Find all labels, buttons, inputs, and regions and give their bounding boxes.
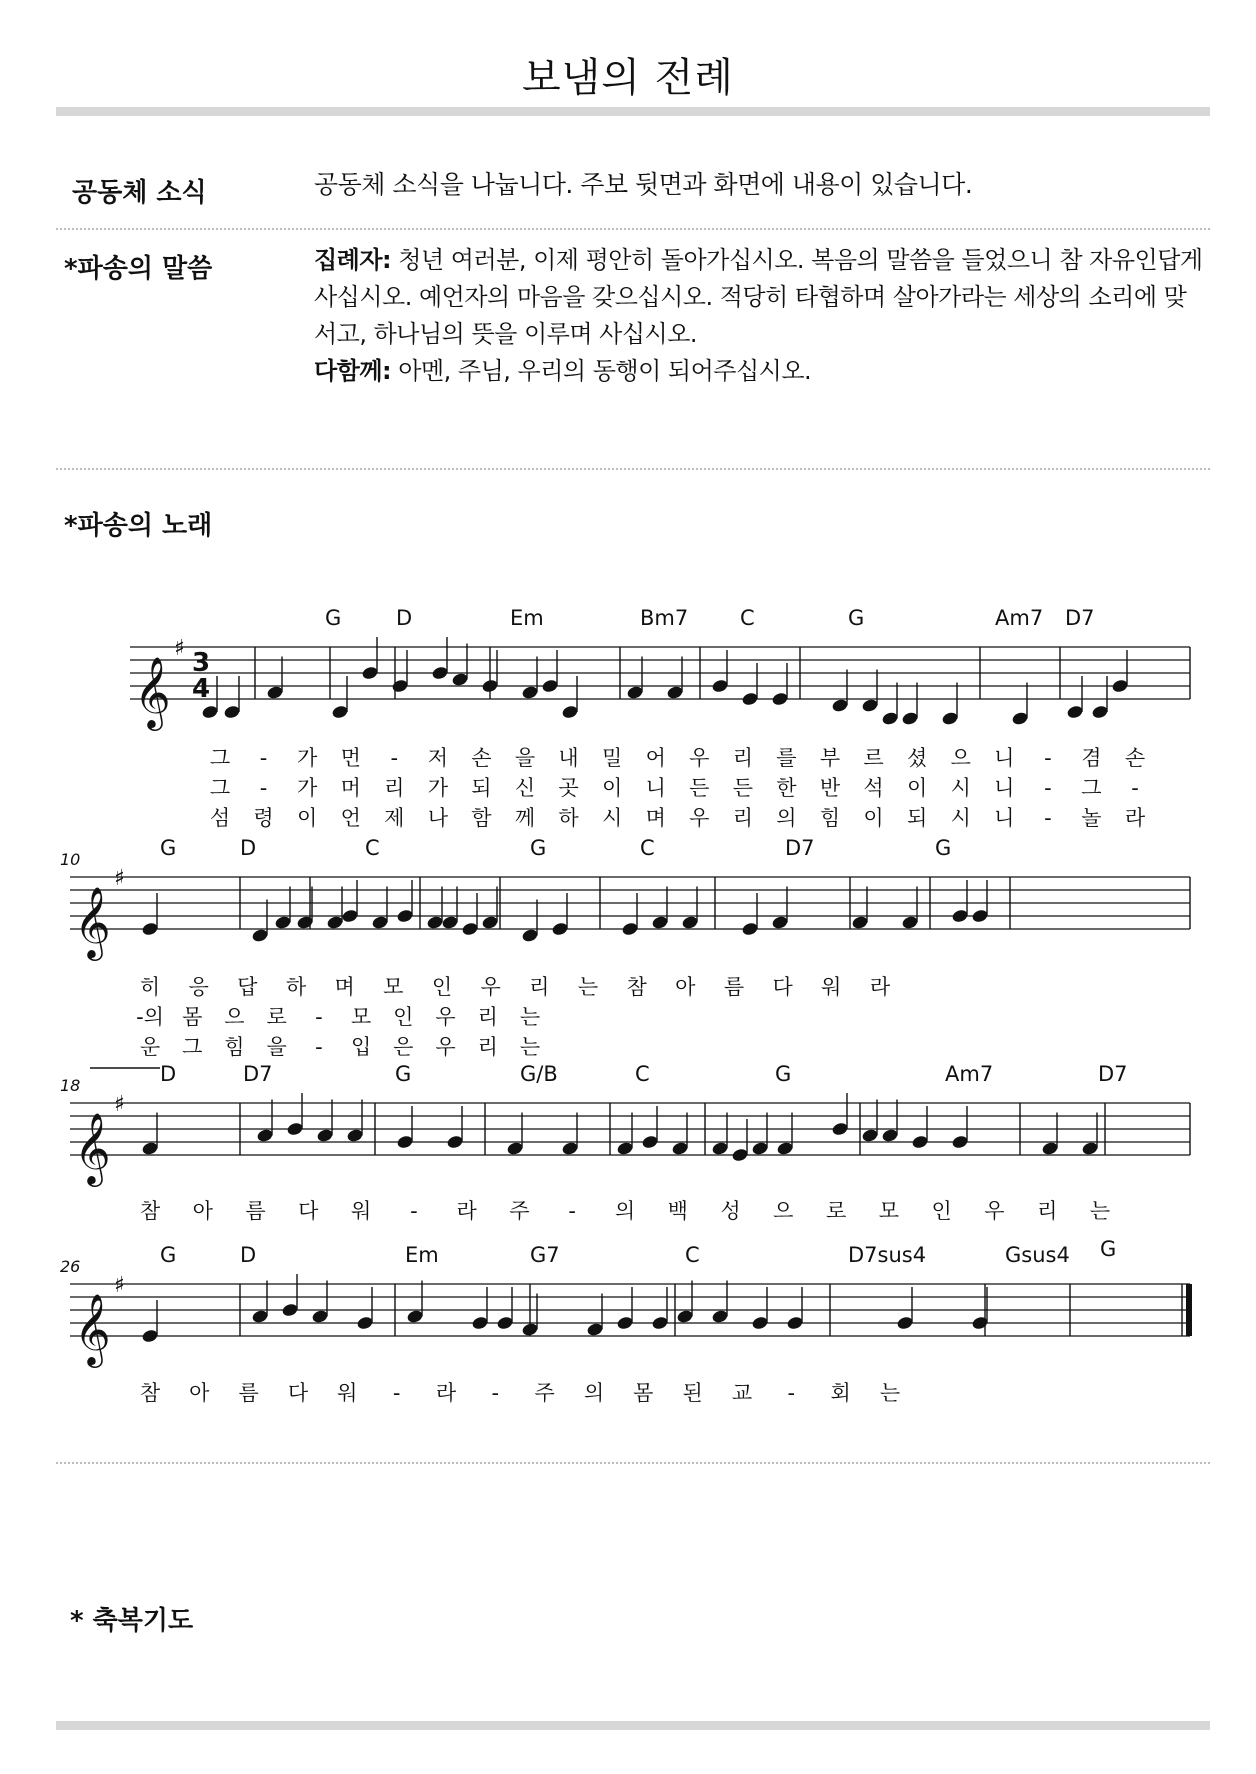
note-head [741,921,759,936]
note-head [406,1309,424,1324]
note-head [711,1309,729,1324]
lyric-syllable: 입 [350,1035,372,1059]
lyric-syllable: 어 [645,746,666,770]
lyric-syllable: 라 [869,975,891,999]
note-head [481,915,499,930]
note-head [356,1315,374,1330]
note-head [201,704,219,719]
lyric-syllable: 주 [509,1199,530,1223]
note-head [941,711,959,726]
note-head [223,704,241,719]
lyric-syllable: 든 [689,776,710,800]
lyric-syllable: 모 [383,975,404,999]
note-head [296,915,314,930]
lyric-syllable: 머 [340,776,361,800]
lyric-syllable: 참 [139,1199,161,1223]
lyric-syllable: - [410,1199,418,1223]
lyric-syllable: - [259,776,268,800]
lyric-syllable: 의 [776,806,797,830]
lyric-syllable: 먼 [340,746,361,770]
lyric-syllable: 을 [514,746,536,770]
note-head [426,915,444,930]
lyric-syllable: 니 [645,776,666,800]
note-head [461,921,479,936]
lyric-syllable: 부 [819,746,841,770]
lyric-syllable: 라 [456,1199,477,1223]
note-head [561,704,579,719]
lyric-syllable: 이 [601,776,623,800]
lyric-syllable: 성 [720,1199,741,1223]
chord-symbol: C [365,836,380,860]
chord-symbol: G [160,836,177,860]
lyric-syllable: 니 [994,806,1015,830]
chord-symbol: G/B [520,1062,558,1086]
lyric-syllable: 는 [519,1005,541,1029]
lyric-syllable: 로 [266,1005,287,1029]
lyric-syllable: - [1044,776,1052,800]
note-head [776,1141,794,1156]
lyric-syllable: 의 [583,1381,605,1405]
note-head [861,698,879,713]
note-head [286,1121,304,1136]
lyric-syllable: 리 [477,1005,498,1029]
treble-clef-icon: 𝄞 [74,1292,111,1365]
note-head [1066,704,1084,719]
note-head [616,1315,634,1330]
note-head [506,1141,524,1156]
lyric-syllable: 섬 [209,806,231,830]
lyric-syllable: 이 [296,806,318,830]
note-head [341,908,359,923]
lyric-syllable: 히 [139,975,161,999]
lyric-syllable: 함 [471,806,492,830]
lyric-syllable: - [315,1005,323,1029]
note-head [446,1134,464,1149]
lyric-syllable: 리 [732,746,754,770]
lyric-syllable: 는 [879,1381,901,1405]
lyric-syllable: 가 [296,746,318,770]
chord-symbol: G [325,606,342,630]
lyric-syllable: 응 [188,975,209,999]
note-head [396,1134,414,1149]
lyric-syllable: 름 [238,1381,259,1405]
note-head [681,915,699,930]
lyric-syllable: 라 [435,1381,457,1405]
lyric-syllable: - [568,1199,577,1223]
lyric-syllable: 며 [645,806,666,830]
note-head [586,1322,604,1337]
lyric-syllable: 리 [384,776,405,800]
note-head [731,1147,749,1162]
lyric-syllable: 께 [514,806,536,830]
lyric-syllable: - [390,746,399,770]
lyric-syllable: 워 [350,1199,372,1223]
news-label: 공동체 소식 [72,178,207,208]
note-head [391,678,409,693]
sharp-key-signature-icon: ♯ [114,1091,125,1117]
chord-symbol: Gsus4 [1005,1243,1070,1267]
lyric-syllable: 인 [393,1005,414,1029]
section-divider [56,228,1210,230]
measure-number: 10 [60,850,81,869]
chord-symbol: G [775,1062,792,1086]
bottom-divider [56,1721,1210,1730]
note-head [771,691,789,706]
leader-text-1: 청년 여러분, 이제 평안히 돌아가십시오. 복음의 말씀을 들었으니 참 자유인답게 [391,246,1203,274]
note-head [346,1128,364,1143]
note-head [751,1315,769,1330]
lyric-syllable: 인 [931,1199,952,1223]
lyric-syllable: - [259,746,268,770]
chord-symbol: G [530,836,547,860]
lyric-syllable: - [491,1381,500,1405]
blessing-label: * 축복기도 [70,1606,194,1636]
lyric-syllable: 를 [776,746,797,770]
sending-word-label: *파송의 말씀 [64,254,213,284]
lyric-syllable: 인 [431,975,453,999]
chord-symbol: D [396,606,413,630]
chord-symbol: D [240,1243,257,1267]
leader-label: 집례자: [314,246,392,274]
note-head [771,915,789,930]
lyric-syllable: 되 [471,776,492,800]
lyric-syllable: 는 [519,1035,541,1059]
lyric-syllable: 리 [732,806,754,830]
note-head [971,1315,989,1330]
note-head [331,704,349,719]
note-head [651,915,669,930]
chord-symbol: D7 [785,836,815,860]
lyric-syllable: 아 [192,1199,213,1223]
lyric-syllable: 다 [287,1381,309,1405]
note-head [1011,711,1029,726]
note-head [1111,678,1129,693]
note-head [671,1141,689,1156]
chord-symbol: D7 [1098,1062,1128,1086]
lyric-syllable: 운 [139,1035,161,1059]
note-head [311,1309,329,1324]
note-head [896,1315,914,1330]
lyric-syllable: 우 [984,1199,1005,1223]
treble-clef-icon: 𝄞 [74,1111,111,1184]
lyric-syllable: - [1131,776,1139,800]
chord-symbol: C [635,1062,650,1086]
note-head [481,678,499,693]
note-head [851,915,869,930]
lyric-syllable: 셨 [906,746,928,770]
lyric-syllable: 그 [1081,776,1102,800]
chord-symbol: D7 [1065,606,1095,630]
lyric-syllable: 가 [296,776,318,800]
chord-symbol: Em [405,1243,439,1267]
lyric-syllable: 되 [906,806,928,830]
lyric-syllable: 는 [1089,1199,1111,1223]
lyric-syllable: 아 [675,975,696,999]
final-barline-thick [1186,1284,1192,1336]
note-head [451,672,469,687]
note-head [1091,704,1109,719]
lyric-syllable: 몸 [633,1381,654,1405]
lyric-syllable: 힘 [224,1035,245,1059]
note-head [251,928,269,943]
note-head [711,678,729,693]
note-head [141,921,159,936]
note-head [396,908,414,923]
lyric-syllable: 회 [830,1381,851,1405]
lyric-syllable: 참 [139,1381,161,1405]
lyric-syllable: 시 [950,806,971,830]
chord-symbol: Em [510,606,544,630]
lyric-syllable: 든 [732,776,754,800]
chord-symbol: D [240,836,257,860]
note-head [431,665,449,680]
lyric-syllable: 손 [471,746,492,770]
lyric-syllable: 리 [477,1035,498,1059]
lyric-syllable: 을 [266,1035,287,1059]
lyric-syllable: 라 [1124,806,1146,830]
lyric-syllable: - [392,1381,401,1405]
chord-symbol: G7 [530,1243,560,1267]
sending-word-text [314,242,1203,390]
lyric-syllable: 르 [863,746,884,770]
lyric-syllable: 으 [950,746,971,770]
note-head [881,711,899,726]
sharp-key-signature-icon: ♯ [114,1272,125,1298]
note-head [621,921,639,936]
note-head [496,1315,514,1330]
lyric-syllable: 우 [435,1005,456,1029]
lyric-syllable: 며 [334,975,355,999]
chord-symbol: G [395,1062,412,1086]
page-title: 보냄의 전례 [522,55,734,101]
note-head [521,928,539,943]
sheet-music [60,595,1210,1425]
lyric-syllable: 니 [994,776,1015,800]
lyric-syllable: - [787,1381,796,1405]
sharp-key-signature-icon: ♯ [114,865,125,891]
note-head [521,685,539,700]
lyric-syllable: 한 [776,776,797,800]
lyric-syllable: 몸 [182,1005,203,1029]
lyric-syllable: 저 [427,746,449,770]
lyric-syllable: 우 [480,975,501,999]
note-head [666,685,684,700]
lyric-syllable: 는 [577,975,599,999]
chord-symbol: G [935,836,952,860]
sharp-key-signature-icon: ♯ [174,635,185,661]
note-head [141,1328,159,1343]
lyric-syllable: 겸 [1081,746,1102,770]
lyric-syllable: 하 [285,975,307,999]
chord-symbol: G [160,1243,177,1267]
lyric-syllable: 나 [427,806,449,830]
all-text: 아멘, 주님, 우리의 동행이 되어주십시오. [391,357,812,385]
lyric-syllable: 힘 [819,806,841,830]
lyric-syllable: 하 [558,806,579,830]
note-head [786,1315,804,1330]
note-head [901,915,919,930]
lyric-syllable: 백 [667,1199,688,1223]
note-head [971,908,989,923]
note-head [371,915,389,930]
lyric-syllable: 된 [682,1381,703,1405]
note-head [911,1134,929,1149]
all-label: 다함께: [314,357,392,385]
lyric-syllable: 그 [182,1035,203,1059]
lyric-syllable: - [1044,746,1052,770]
lyric-syllable: 워 [821,975,842,999]
lyric-syllable: 리 [1037,1199,1058,1223]
lyric-syllable: 신 [514,776,536,800]
chord-symbol: Am7 [945,1062,994,1086]
chord-symbol: C [640,836,655,860]
lyric-syllable: 가 [427,776,449,800]
note-head [861,1128,879,1143]
note-head [831,1121,849,1136]
lyric-syllable: 모 [350,1005,372,1029]
song-label: *파송의 노래 [64,511,213,541]
note-head [1081,1141,1099,1156]
lyric-syllable: 석 [863,776,884,800]
note-head [141,1141,159,1156]
lyric-syllable: 손 [1124,746,1146,770]
note-head [831,698,849,713]
note-head [281,1302,299,1317]
chord-symbol: C [740,606,755,630]
lyric-syllable: 리 [529,975,550,999]
lyric-syllable: 답 [237,975,258,999]
lyric-syllable: 의 [614,1199,636,1223]
note-head [676,1309,694,1324]
note-head [751,1141,769,1156]
leader-line [314,242,1203,279]
chord-symbol: C [685,1243,700,1267]
lyric-syllable: 그 [209,776,231,800]
note-head [361,665,379,680]
lyric-syllable: 제 [384,806,405,830]
lyric-syllable: 으 [773,1199,794,1223]
lyric-syllable: 워 [337,1381,358,1405]
time-signature-top: 3 [192,648,211,678]
section-divider [56,468,1210,470]
lyric-syllable: 교 [731,1381,753,1405]
lyric-syllable: 아 [189,1381,210,1405]
lyric-syllable: 이 [906,776,928,800]
measure-number: 26 [60,1257,81,1276]
note-head [266,685,284,700]
lyric-syllable: - [1044,806,1052,830]
measure-number: 18 [60,1076,81,1095]
note-head [521,1322,539,1337]
lyric-syllable: 다 [298,1199,319,1223]
lyric-syllable: 반 [819,776,841,800]
note-head [651,1315,669,1330]
note-head [541,678,559,693]
chord-symbol: Am7 [995,606,1044,630]
chord-symbol: D7sus4 [848,1243,927,1267]
note-head [616,1141,634,1156]
note-head [326,915,344,930]
note-head [316,1128,334,1143]
lyric-syllable: 으 [224,1005,245,1029]
lyric-syllable: 령 [253,806,274,830]
note-head [471,1315,489,1330]
lyric-syllable: 우 [689,746,710,770]
lyric-syllable: -의 [136,1005,164,1029]
lyric-syllable: 은 [393,1035,414,1059]
treble-clef-icon: 𝄞 [74,885,111,958]
chord-symbol: G [1100,1237,1117,1261]
chord-symbol: G [848,606,865,630]
lyric-syllable: 로 [825,1199,847,1223]
lyric-syllable: 시 [950,776,971,800]
lyric-syllable: 곳 [558,776,579,800]
lyric-syllable: 밀 [601,746,623,770]
lyric-syllable: 내 [558,746,579,770]
note-head [881,1128,899,1143]
chord-symbol: Bm7 [640,606,689,630]
note-head [256,1128,274,1143]
lyric-syllable: - [315,1035,323,1059]
news-text: 공동체 소식을 나눕니다. 주보 뒷면과 화면에 내용이 있습니다. [314,170,973,199]
lyric-syllable: 다 [772,975,793,999]
lyric-syllable: 주 [534,1381,555,1405]
note-head [951,1134,969,1149]
note-head [551,921,569,936]
note-head [641,1134,659,1149]
lyric-syllable: 름 [245,1199,266,1223]
all-line [314,353,1203,390]
note-head [251,1309,269,1324]
note-head [741,691,759,706]
note-head [711,1141,729,1156]
lyric-syllable: 놀 [1081,806,1102,830]
note-head [441,915,459,930]
note-head [274,915,292,930]
leader-text-3: 서고, 하나님의 뜻을 이루며 사십시오. [314,320,698,348]
lyric-syllable: 모 [878,1199,900,1223]
lyric-syllable: 우 [689,806,710,830]
note-head [626,685,644,700]
note-head [561,1141,579,1156]
lyric-syllable: 그 [209,746,231,770]
title-divider [56,107,1210,116]
lyric-syllable: 니 [994,746,1015,770]
time-signature-bottom: 4 [192,674,211,704]
note-head [951,908,969,923]
section-divider [56,1462,1210,1464]
chord-symbol: D [160,1062,177,1086]
leader-text-2: 사십시오. 예언자의 마음을 갖으십시오. 적당히 타협하며 살아가라는 세상의 소리에 맞 [314,283,1187,311]
note-head [901,711,919,726]
treble-clef-icon: 𝄞 [134,655,171,728]
lyric-syllable: 우 [435,1035,456,1059]
lyric-syllable: 이 [863,806,884,830]
lyric-syllable: 시 [601,806,623,830]
note-head [1041,1141,1059,1156]
chord-symbol: D7 [243,1062,273,1086]
lyric-syllable: 참 [626,975,647,999]
lyric-syllable: 름 [723,975,745,999]
lyric-syllable: 언 [340,806,361,830]
